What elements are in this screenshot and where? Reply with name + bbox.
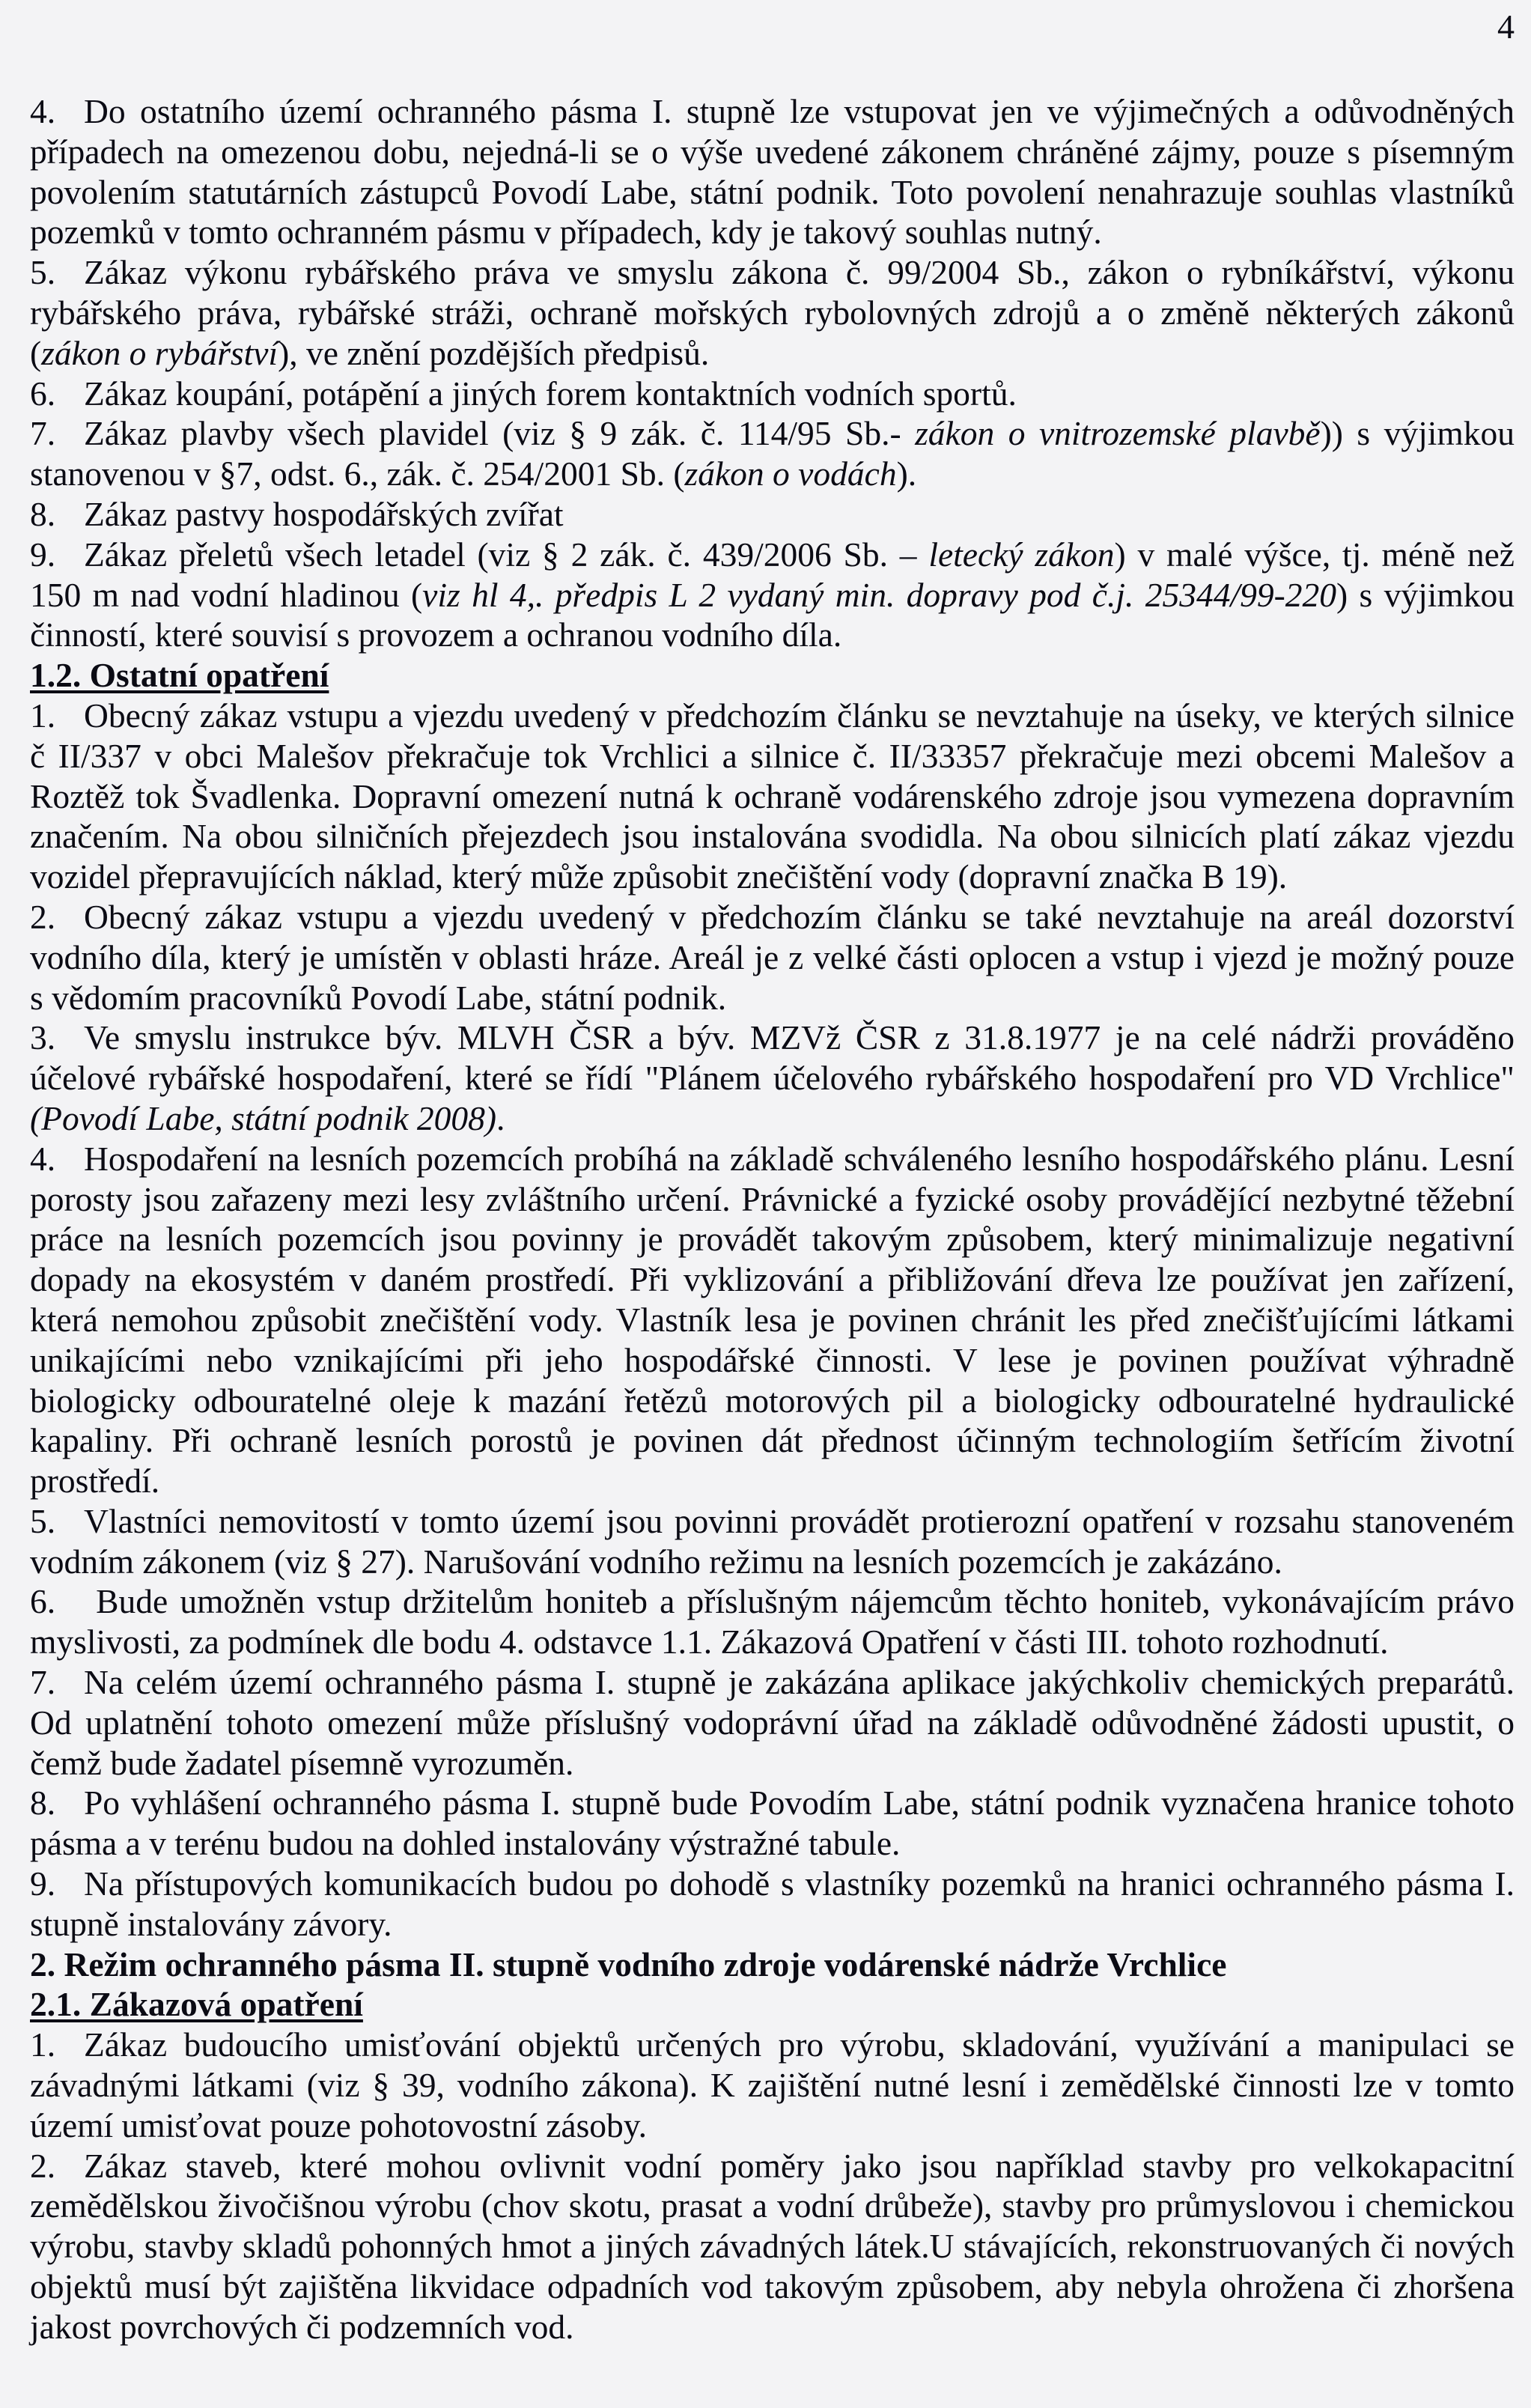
list-item (30, 696, 1515, 897)
text-line (30, 1219, 1515, 1259)
text-line (30, 857, 1515, 897)
text-segment: Zákaz plavby všech plavidel (viz § 9 zák. č. 114/95 Sb.- (84, 414, 916, 453)
list-item (30, 413, 1515, 494)
item-number: 5. (30, 253, 56, 292)
text-segment: vodním zákonem (viz § 27). Narušování vodního režimu na lesních pozemcích je zakázáno. (30, 1542, 1282, 1581)
list-item (30, 1018, 1515, 1138)
text-segment: unikajícími nebo vznikajícími při jeho hospodářské činnosti. V lese je povinen používat výhradně (30, 1340, 1515, 1379)
item-number: 2. (30, 2146, 56, 2185)
list-item (30, 494, 1515, 535)
text-segment: čemž bude žadatel písemně vyrozuměn. (30, 1743, 574, 1782)
text-line (30, 1542, 1515, 1582)
list-item (30, 2025, 1515, 2145)
text-line (30, 1823, 1515, 1864)
text-segment: Na přístupových komunikacích budou po dohodě s vlastníky pozemků na hranici ochranného pásma I. (84, 1864, 1515, 1903)
text-segment: . (496, 1098, 505, 1137)
list-item (30, 252, 1515, 373)
section-heading: 1.2. Ostatní opatření (30, 656, 329, 695)
section-s1-1-cont (30, 91, 1515, 655)
text-line (30, 1420, 1515, 1461)
text-line (30, 696, 1515, 736)
text-segment: Hospodaření na lesních pozemcích probíhá na základě schváleného lesního hospodářského plánu. Lesní (84, 1139, 1515, 1178)
item-number: 1. (30, 2025, 56, 2064)
text-segment: porosty jsou zařazeny mezi lesy zvláštního určení. Právnické a fyzické osoby provádějící nezbytné těžební (30, 1179, 1515, 1218)
text-line (30, 1581, 1515, 1622)
item-number: 9. (30, 535, 56, 574)
text-line (30, 1179, 1515, 1220)
text-segment: Bude umožněn vstup držitelům honiteb a příslušným nájemcům těchto honiteb, vykonávajícím právo (84, 1582, 1515, 1621)
text-segment: ), ve znění pozdějších předpisů. (278, 333, 710, 372)
text-line (30, 535, 1515, 575)
list-item (30, 1139, 1515, 1501)
text-segment: vodního díla, který je umístěn v oblasti hráze. Areál je z velké části oplocen a vstup i vjezd je možný pouze (30, 937, 1515, 976)
item-number: 4. (30, 92, 56, 130)
text-segment: pozemků v tomto ochranném pásmu v případech, kdy je takový souhlas nutný. (30, 213, 1102, 252)
text-line (30, 736, 1515, 776)
list-item (30, 1864, 1515, 1945)
text-segment: ) v malé výšce, tj. méně než (1114, 535, 1515, 574)
text-line (30, 1018, 1515, 1058)
text-segment: vozidel přepravujících náklad, který může způsobit znečištění vody (dopravní značka B 19). (30, 857, 1288, 896)
text-segment: Od uplatnění tohoto omezení může příslušný vodoprávní úřad na základě odůvodněné žádosti upustit, o (30, 1703, 1515, 1742)
text-line (30, 494, 1515, 535)
text-segment: území umisťovat pouze pohotovostní zásoby. (30, 2106, 647, 2144)
text-segment: 150 m nad vodní hladinou ( (30, 575, 423, 614)
text-segment: Do ostatního území ochranného pásma I. stupně lze vstupovat jen ve výjimečných a odůvodněných (84, 92, 1515, 130)
text-line (30, 776, 1515, 817)
text-segment: Na celém území ochranného pásma I. stupně je zakázána aplikace jakýchkoliv chemických preparátů. (84, 1663, 1515, 1702)
section-s2 (30, 1945, 1515, 1985)
text-line (30, 1864, 1515, 1904)
document-body (30, 91, 1515, 2347)
text-segment: stanovenou v §7, odst. 6., zák. č. 254/2001 Sb. ( (30, 454, 685, 493)
text-line (30, 897, 1515, 937)
text-segment: účelové rybářské hospodaření, které se řídí "Plánem účelového rybářského hospodaření pro VD Vrchlice" (30, 1059, 1515, 1098)
text-segment: č II/337 v obci Malešov překračuje tok Vrchlici a silnice č. II/33357 překračuje mezi obcemi Malešov a (30, 736, 1515, 775)
text-line (30, 252, 1515, 293)
section-heading: 2. Režim ochranného pásma II. stupně vodního zdroje vodárenské nádrže Vrchlice (30, 1945, 1227, 1983)
text-segment: ( (30, 333, 42, 372)
text-line (30, 132, 1515, 172)
list-item (30, 1501, 1515, 1582)
text-segment: která nemohou způsobit znečištění vody. Vlastník lesa je povinen chránit les před znečišťujícími látkami (30, 1300, 1515, 1339)
italic-text: viz hl 4,. předpis L 2 vydaný min. dopravy pod č.j. 25344/99-220 (422, 575, 1336, 614)
item-number: 9. (30, 1864, 56, 1903)
text-segment: kapaliny. Při ochraně lesních porostů je povinen dát přednost účinným technologiím šetřícím životní (30, 1421, 1515, 1460)
text-line (30, 1662, 1515, 1703)
list-item (30, 91, 1515, 252)
text-segment: )) s výjimkou (1320, 414, 1515, 453)
text-segment: Zákaz výkonu rybářského práva ve smyslu zákona č. 99/2004 Sb., zákon o rybníkářství, výkonu (84, 253, 1515, 292)
text-segment: pásma a v terénu budou na dohled instalovány výstražné tabule. (30, 1824, 901, 1863)
text-line (30, 2186, 1515, 2226)
text-line (30, 1139, 1515, 1179)
text-line (30, 816, 1515, 857)
item-number: 6. (30, 1582, 56, 1621)
text-segment: závadnými látkami (viz § 39, vodního zákona). K zajištění nutné lesní i zemědělské činnosti lze v tomto (30, 2066, 1515, 2105)
text-line (30, 978, 1515, 1018)
text-line (30, 1622, 1515, 1662)
text-line (30, 1381, 1515, 1421)
text-line (30, 1501, 1515, 1542)
item-number: 6. (30, 374, 56, 413)
text-line (30, 1098, 1515, 1139)
text-line (30, 2146, 1515, 2186)
text-segment: rybářského práva, rybářské stráži, ochraně mořských rybolovných zdrojů a o změně některých zákonů (30, 293, 1515, 332)
item-number: 8. (30, 494, 56, 533)
text-line (30, 1743, 1515, 1784)
text-segment: Zákaz staveb, které mohou ovlivnit vodní poměry jako jsou například stavby pro velkokapacitní (84, 2146, 1515, 2185)
text-line (30, 413, 1515, 454)
list-item (30, 1783, 1515, 1864)
item-number: 4. (30, 1139, 56, 1178)
text-line (30, 937, 1515, 978)
italic-text: (Povodí Labe, státní podnik 2008) (30, 1098, 497, 1137)
text-segment: Zákaz přeletů všech letadel (viz § 2 zák. č. 439/2006 Sb. – (84, 535, 929, 574)
text-segment: Ve smyslu instrukce býv. MLVH ČSR a býv. MZVž ČSR z 31.8.1977 je na celé nádrži prováděno (84, 1018, 1515, 1057)
text-segment: povolením statutárních zástupců Povodí Labe, státní podnik. Toto povolení nenahrazuje souhlas vlastníků (30, 172, 1515, 211)
item-number: 7. (30, 414, 56, 453)
text-segment: s vědomím pracovníků Povodí Labe, státní podnik. (30, 978, 727, 1017)
list-item (30, 535, 1515, 655)
text-line (30, 2065, 1515, 2106)
text-segment: zemědělskou živočišnou výrobu (chov skotu, prasat a vodní drůbeže), stavby pro průmyslovou i chemickou (30, 2186, 1515, 2225)
text-line (30, 333, 1515, 374)
text-line (30, 1058, 1515, 1098)
text-segment: Obecný zákaz vstupu a vjezdu uvedený v předchozím článku se také nevztahuje na areál dozorství (84, 897, 1515, 936)
text-line (30, 1461, 1515, 1501)
text-segment: Zákaz budoucího umisťování objektů určených pro výrobu, skladování, využívání a manipulaci se (84, 2025, 1515, 2064)
text-segment: stupně instalovány závory. (30, 1904, 392, 1943)
item-number: 2. (30, 897, 56, 936)
section-heading: 2.1. Zákazová opatření (30, 1985, 363, 2024)
item-number: 8. (30, 1784, 56, 1822)
list-item (30, 2146, 1515, 2347)
list-item (30, 374, 1515, 414)
section-s2-1 (30, 1984, 1515, 2347)
text-line (30, 1703, 1515, 1743)
page-number: 4 (1497, 7, 1515, 46)
text-segment: prostředí. (30, 1462, 160, 1501)
text-line (30, 1904, 1515, 1945)
text-line (30, 2226, 1515, 2266)
item-number: 7. (30, 1663, 56, 1702)
text-segment: objektů musí být zajištěna likvidace odpadních vod takovým způsobem, aby nebyla ohrožena či zhoršena (30, 2267, 1515, 2306)
text-segment: Po vyhlášení ochranného pásma I. stupně bude Povodím Labe, státní podnik vyznačena hranice tohoto (84, 1784, 1515, 1822)
text-segment: práce na lesních pozemcích jsou povinny je provádět takovým způsobem, který minimalizuje negativní (30, 1220, 1515, 1259)
text-line (30, 454, 1515, 494)
text-line (30, 1783, 1515, 1823)
text-segment: Obecný zákaz vstupu a vjezdu uvedený v předchozím článku se nevztahuje na úseky, ve kterých silnice (84, 696, 1515, 735)
text-line (30, 575, 1515, 615)
text-line (30, 293, 1515, 333)
text-segment: Zákaz koupání, potápění a jiných forem kontaktních vodních sportů. (84, 374, 1017, 413)
list-item (30, 1662, 1515, 1783)
italic-text: zákon o vnitrozemské plavbě (915, 414, 1321, 453)
text-line (30, 2307, 1515, 2347)
text-line (30, 1259, 1515, 1300)
section-s1-2 (30, 655, 1515, 1945)
text-segment: biologicky odbouratelné oleje k mazání řetězů motorových pil a biologicky odbouratelné hydraulické (30, 1381, 1515, 1420)
text-line (30, 172, 1515, 213)
list-item (30, 897, 1515, 1018)
text-segment: ). (896, 454, 917, 493)
text-segment: výrobu, stavby skladů pohonných hmot a jiných závadných látek.U stávajících, rekonstruovaných či nových (30, 2227, 1515, 2266)
item-number: 1. (30, 696, 56, 735)
text-line (30, 91, 1515, 132)
text-line (30, 1340, 1515, 1381)
list-item (30, 1581, 1515, 1662)
item-number: 3. (30, 1018, 56, 1057)
text-line (30, 2266, 1515, 2307)
text-line (30, 2106, 1515, 2146)
italic-text: zákon o vodách (684, 454, 897, 493)
text-segment: značením. Na obou silničních přejezdech jsou instalována svodidla. Na obou silnicích platí zákaz vjezdu (30, 817, 1515, 856)
text-segment: Zákaz pastvy hospodářských zvířat (84, 494, 564, 533)
text-segment: ) s výjimkou (1336, 575, 1515, 614)
text-segment: jakost povrchových či podzemních vod. (30, 2307, 574, 2346)
text-line (30, 374, 1515, 414)
italic-text: zákon o rybářství (41, 333, 278, 372)
text-segment: případech na omezenou dobu, nejedná-li se o výše uvedené zákonem chráněné zájmy, pouze s písemným (30, 132, 1515, 171)
text-segment: Vlastníci nemovitostí v tomto území jsou povinni provádět protierozní opatření v rozsahu stanoveném (84, 1501, 1515, 1540)
text-segment: Roztěž tok Švadlenka. Dopravní omezení nutná k ochraně vodárenského zdroje jsou vymezena dopravním (30, 776, 1515, 815)
text-line (30, 212, 1515, 252)
italic-text: letecký zákon (928, 535, 1115, 574)
text-line (30, 2025, 1515, 2065)
text-segment: dopady na ekosystém v daném prostředí. Při vyklizování a přibližování dřeva lze používat jen zařízení, (30, 1260, 1515, 1299)
item-number: 5. (30, 1501, 56, 1540)
text-line (30, 1300, 1515, 1340)
text-segment: myslivosti, za podmínek dle bodu 4. odstavce 1.1. Zákazová Opatření v části III. tohoto rozhodnutí. (30, 1623, 1389, 1661)
text-line (30, 615, 1515, 655)
text-segment: činností, které souvisí s provozem a ochranou vodního díla. (30, 615, 842, 654)
